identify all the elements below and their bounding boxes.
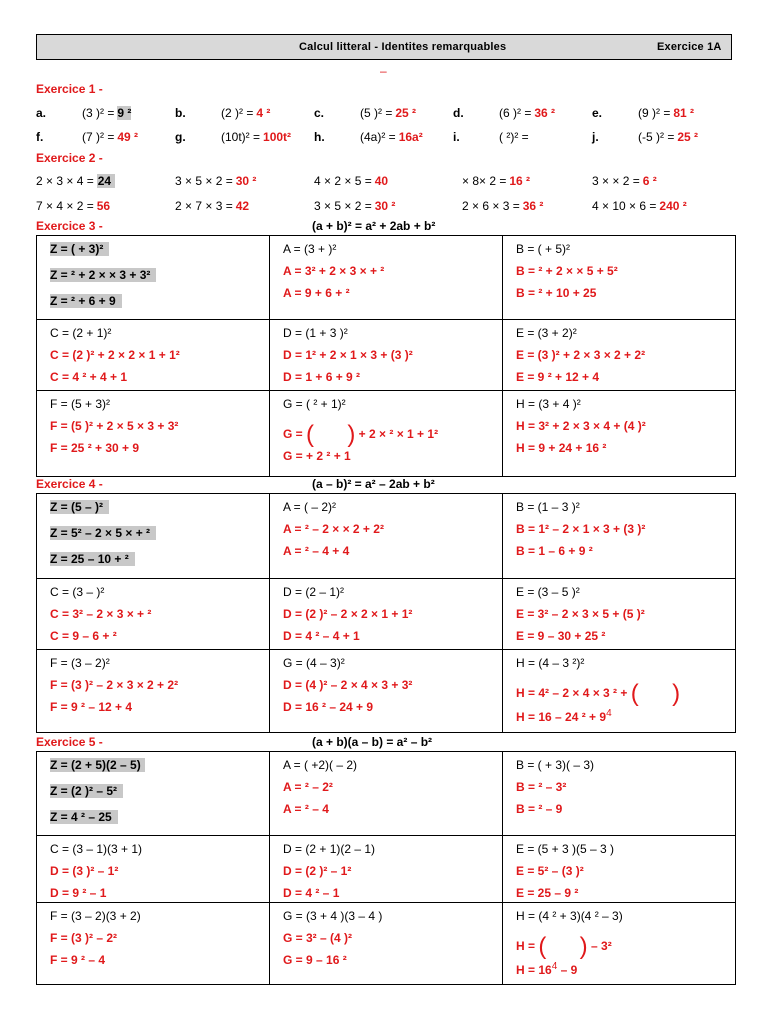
cell-step-2-text: Z = 25 – 10 + ² bbox=[50, 552, 129, 566]
cell-statement: C = (3 – 1)(3 + 1) bbox=[50, 842, 143, 856]
cell-step-2-text: E = 9 ² + 12 + 4 bbox=[516, 370, 600, 384]
ex1-answer: 49 ² bbox=[117, 130, 139, 144]
cell-step-1: B = 1² – 2 × 1 × 3 + (3 )² bbox=[516, 522, 646, 536]
cell-statement: A = ( – 2)² bbox=[283, 500, 337, 514]
cell-step-1: Z = 5² – 2 × 5 × + ² bbox=[50, 526, 156, 540]
ex2-answer: 36 ² bbox=[522, 199, 544, 213]
cell-step-2-text: B = ² – 9 bbox=[516, 802, 563, 816]
cell-step-2 bbox=[283, 700, 373, 714]
ex2-item bbox=[36, 174, 115, 188]
cell-step-1: D = (2 )² – 2 × 2 × 1 + 1² bbox=[283, 607, 413, 621]
cell-step-2-text: D = 4 ² – 1 bbox=[283, 886, 340, 900]
grid-cell bbox=[503, 494, 736, 579]
grid-cell bbox=[37, 320, 270, 391]
ex2-item bbox=[462, 174, 530, 188]
cell-step-2 bbox=[50, 810, 118, 824]
cell-step-2-text: F = 25 ² + 30 + 9 bbox=[50, 441, 140, 455]
page-title: Calcul litteral - Identites remarquables bbox=[299, 41, 507, 53]
ex1-expression bbox=[638, 130, 698, 144]
cell-step-2 bbox=[516, 370, 599, 384]
ex1-expression bbox=[82, 106, 131, 120]
ex1-label: a. bbox=[36, 106, 47, 120]
grid-row bbox=[37, 579, 736, 650]
cell-step-2-text: B = ² + 10 + 25 bbox=[516, 286, 597, 300]
ex1-label: e. bbox=[592, 106, 603, 120]
grid-cell bbox=[270, 391, 503, 477]
ex2-item bbox=[592, 174, 657, 188]
cell-step-1: G = 3² – (4 )² bbox=[283, 931, 353, 945]
exercise-4-formula: (a – b)² = a² – 2ab + b² bbox=[312, 477, 435, 491]
ex1-expression bbox=[499, 106, 555, 120]
grid-cell bbox=[503, 236, 736, 320]
ex2-answer: 240 ² bbox=[659, 199, 687, 213]
cell-step-2 bbox=[50, 441, 139, 455]
grid-cell bbox=[503, 650, 736, 733]
cell-statement: H = (4 – 3 ²)² bbox=[516, 656, 585, 670]
cell-step-2 bbox=[283, 802, 329, 816]
parenthesis-group: ( ) bbox=[538, 933, 588, 960]
cell-step-2 bbox=[50, 370, 127, 384]
cell-step-1: B = ² – 3² bbox=[516, 780, 567, 794]
cell-statement: E = (3 + 2)² bbox=[516, 326, 577, 340]
ex4-table bbox=[36, 493, 736, 733]
cell-step-2-text: E = 9 – 30 + 25 ² bbox=[516, 629, 606, 643]
cell-step-2 bbox=[283, 370, 360, 384]
grid-cell bbox=[503, 579, 736, 650]
grid-row bbox=[37, 903, 736, 985]
cell-statement: B = ( + 5)² bbox=[516, 242, 571, 256]
grid-row bbox=[37, 650, 736, 733]
ex1-answer: 100t² bbox=[263, 130, 292, 144]
ex2-answer: 6 ² bbox=[642, 174, 657, 188]
grid-cell bbox=[37, 650, 270, 733]
parenthesis-group: ( ) bbox=[306, 421, 356, 448]
cell-step-2 bbox=[516, 802, 562, 816]
grid-cell bbox=[503, 391, 736, 477]
cell-step-1: F = (5 )² + 2 × 5 × 3 + 3² bbox=[50, 419, 179, 433]
grid-cell bbox=[503, 836, 736, 903]
ex2-item bbox=[175, 174, 256, 188]
ex1-expr-text: (4a)² = bbox=[360, 130, 396, 144]
cell-step-2 bbox=[516, 708, 612, 724]
cell-statement: G = ( ² + 1)² bbox=[283, 397, 346, 411]
ex1-answer: 4 ² bbox=[256, 106, 271, 120]
cell-step-1: H = 3² + 2 × 3 × 4 + (4 )² bbox=[516, 419, 646, 433]
cell-statement: H = (4 ² + 3)(4 ² – 3) bbox=[516, 909, 623, 923]
ex2-answer: 16 ² bbox=[509, 174, 531, 188]
grid-row bbox=[37, 752, 736, 836]
cell-statement: A = ( +2)( – 2) bbox=[283, 758, 358, 772]
cell-step-2 bbox=[516, 961, 577, 977]
cell-step-1: D = (2 )² – 1² bbox=[283, 864, 352, 878]
ex1-expression bbox=[221, 106, 270, 120]
exercise-5-formula: (a + b)(a – b) = a² – b² bbox=[312, 735, 433, 749]
cell-step-2-text: D = 16 ² – 24 + 9 bbox=[283, 700, 374, 714]
ex2-expr-text: 4 × 10 × 6 = bbox=[592, 199, 657, 213]
cell-step-2 bbox=[283, 629, 360, 643]
grid-cell bbox=[37, 903, 270, 985]
exercise-1-title: Exercice 1 - bbox=[36, 82, 103, 96]
cell-step-2-text: D = 1 + 6 + 9 ² bbox=[283, 370, 361, 384]
ex1-answer: 25 ² bbox=[395, 106, 417, 120]
cell-step-1: D = (3 )² – 1² bbox=[50, 864, 119, 878]
cell-step-2 bbox=[50, 700, 132, 714]
cell-statement: B = (1 – 3 )² bbox=[516, 500, 580, 514]
cell-statement: C = (3 – )² bbox=[50, 585, 105, 599]
ex2-answer: 30 ² bbox=[374, 199, 396, 213]
grid-cell bbox=[270, 650, 503, 733]
cell-step-1: A = ² – 2² bbox=[283, 780, 333, 794]
grid-cell bbox=[37, 752, 270, 836]
grid-cell bbox=[270, 320, 503, 391]
ex1-expr-text: ( ²)² = bbox=[499, 130, 529, 144]
ex1-expression bbox=[360, 130, 423, 144]
grid-cell bbox=[270, 236, 503, 320]
grid-row bbox=[37, 320, 736, 391]
ex1-label: h. bbox=[314, 130, 325, 144]
cell-step-2 bbox=[283, 449, 351, 463]
ex1-expression bbox=[82, 130, 138, 144]
ex1-expr-text: (5 )² = bbox=[360, 106, 393, 120]
cell-step-2-text: G = 9 – 16 ² bbox=[283, 953, 347, 967]
ex3-table bbox=[36, 235, 736, 477]
ex2-expr-text: 3 × 5 × 2 = bbox=[175, 174, 233, 188]
ex1-answer: 25 ² bbox=[677, 130, 699, 144]
cell-statement: G = (4 – 3)² bbox=[283, 656, 345, 670]
exercise-2-title: Exercice 2 - bbox=[36, 151, 103, 165]
cell-step-1: C = 3² – 2 × 3 × + ² bbox=[50, 607, 152, 621]
ex2-expr-text: 2 × 6 × 3 = bbox=[462, 199, 520, 213]
exercise-number: Exercice 1A bbox=[657, 41, 722, 53]
ex2-expr-text: 2 × 3 × 4 = bbox=[36, 174, 94, 188]
grid-cell bbox=[270, 579, 503, 650]
grid-cell bbox=[37, 494, 270, 579]
cell-step-2-text: C = 9 – 6 + ² bbox=[50, 629, 117, 643]
ex1-expr-text: (-5 )² = bbox=[638, 130, 675, 144]
grid-row bbox=[37, 494, 736, 579]
grid-cell bbox=[270, 836, 503, 903]
ex1-expression bbox=[638, 106, 694, 120]
cell-step-2 bbox=[516, 629, 605, 643]
cell-step-2 bbox=[516, 441, 606, 455]
cell-step-1-start: G = bbox=[283, 427, 307, 441]
cell-step-2-text: E = 25 – 9 ² bbox=[516, 886, 579, 900]
cell-step-2-text: A = ² – 4 + 4 bbox=[283, 544, 350, 558]
grid-cell bbox=[37, 391, 270, 477]
ex2-expr-text: 2 × 7 × 3 = bbox=[175, 199, 233, 213]
cell-statement: F = (5 + 3)² bbox=[50, 397, 111, 411]
cell-statement: D = (1 + 3 )² bbox=[283, 326, 348, 340]
cell-step-2-text: H = 9 + 24 + 16 ² bbox=[516, 441, 607, 455]
ex2-answer: 24 bbox=[97, 174, 115, 188]
cell-step-1 bbox=[516, 931, 612, 960]
cell-step-2 bbox=[283, 886, 339, 900]
cell-step-1: F = (3 )² – 2 × 3 × 2 + 2² bbox=[50, 678, 179, 692]
grid-cell bbox=[270, 494, 503, 579]
cell-step-2 bbox=[516, 286, 596, 300]
cell-statement: H = (3 + 4 )² bbox=[516, 397, 581, 411]
cell-step-2-text: A = ² – 4 bbox=[283, 802, 329, 816]
cell-step-1: D = (4 )² – 2 × 4 × 3 + 3² bbox=[283, 678, 413, 692]
cell-statement: D = (2 – 1)² bbox=[283, 585, 345, 599]
grid-cell bbox=[37, 836, 270, 903]
ex1-label: c. bbox=[314, 106, 325, 120]
cell-step-1-start: H = 4² – 2 × 4 × 3 ² + bbox=[516, 686, 631, 700]
cell-step-2-text: B = 1 – 6 + 9 ² bbox=[516, 544, 593, 558]
cell-step-2-text: A = 9 + 6 + ² bbox=[283, 286, 350, 300]
cell-step-2-text: C = 4 ² + 4 + 1 bbox=[50, 370, 128, 384]
ex1-label: f. bbox=[36, 130, 44, 144]
ex1-label: d. bbox=[453, 106, 464, 120]
cell-statement: E = (5 + 3 )(5 – 3 ) bbox=[516, 842, 615, 856]
grid-cell bbox=[503, 752, 736, 836]
exercise-5-title: Exercice 5 - bbox=[36, 735, 103, 749]
ex2-item bbox=[592, 199, 687, 213]
cell-step-2 bbox=[283, 953, 347, 967]
page-header bbox=[36, 34, 732, 60]
cell-step-2-text: H = 16 – 24 ² + 9 bbox=[516, 710, 607, 724]
ex1-expr-text: (10t)² = bbox=[221, 130, 261, 144]
cell-step-1: Z = (2 )² – 5² bbox=[50, 784, 123, 798]
ex1-answer: 36 ² bbox=[534, 106, 556, 120]
grid-row bbox=[37, 236, 736, 320]
ex2-expr-text: 3 × 5 × 2 = bbox=[314, 199, 372, 213]
cell-step-1 bbox=[516, 678, 681, 707]
exercise-4-title: Exercice 4 - bbox=[36, 477, 103, 491]
ex1-expr-text: (3 )² = bbox=[82, 106, 115, 120]
cell-step-1: C = (2 )² + 2 × 2 × 1 + 1² bbox=[50, 348, 180, 362]
ex2-expr-text: 3 × × 2 = bbox=[592, 174, 640, 188]
cell-statement: Z = (5 – )² bbox=[50, 500, 109, 514]
cell-statement: F = (3 – 2)(3 + 2) bbox=[50, 909, 141, 923]
cell-step-2 bbox=[283, 286, 350, 300]
cell-step-1: F = (3 )² – 2² bbox=[50, 931, 118, 945]
parenthesis-group: ( ) bbox=[630, 680, 681, 707]
cell-step-2-text: H = 16 bbox=[516, 963, 552, 977]
ex2-item bbox=[36, 199, 110, 213]
cell-step-1-end: – 3² bbox=[587, 939, 612, 953]
cell-statement: Z = ( + 3)² bbox=[50, 242, 109, 256]
ex2-item bbox=[314, 174, 388, 188]
cell-step-2 bbox=[50, 953, 105, 967]
cell-step-2 bbox=[516, 886, 578, 900]
cell-step-1: E = (3 )² + 2 × 3 × 2 + 2² bbox=[516, 348, 646, 362]
grid-row bbox=[37, 836, 736, 903]
exercise-3-formula: (a + b)² = a² + 2ab + b² bbox=[312, 219, 436, 233]
ex2-expr-text: × 8× 2 = bbox=[462, 174, 507, 188]
ex2-answer: 42 bbox=[235, 199, 250, 213]
ex1-answer: 16a² bbox=[398, 130, 423, 144]
ex1-answer: 81 ² bbox=[673, 106, 695, 120]
ex1-expression bbox=[499, 130, 532, 144]
grid-cell bbox=[270, 752, 503, 836]
cell-step-1: E = 5² – (3 )² bbox=[516, 864, 584, 878]
exercise-3-title: Exercice 3 - bbox=[36, 219, 103, 233]
ex2-item bbox=[314, 199, 395, 213]
cell-statement: C = (2 + 1)² bbox=[50, 326, 112, 340]
cell-statement: A = (3 + )² bbox=[283, 242, 337, 256]
cell-step-2-text: D = 9 ² – 1 bbox=[50, 886, 107, 900]
cell-statement: E = (3 – 5 )² bbox=[516, 585, 580, 599]
cell-step-2 bbox=[50, 629, 117, 643]
ex2-item bbox=[462, 199, 543, 213]
ex1-expression bbox=[221, 130, 291, 144]
grid-row bbox=[37, 391, 736, 477]
cell-step-2-text: F = 9 ² – 4 bbox=[50, 953, 106, 967]
ex2-item bbox=[175, 199, 249, 213]
cell-statement: B = ( + 3)( – 3) bbox=[516, 758, 595, 772]
ex1-expression bbox=[360, 106, 416, 120]
cell-step-1: A = ² – 2 × × 2 + 2² bbox=[283, 522, 384, 536]
cell-step-2-text: F = 9 ² – 12 + 4 bbox=[50, 700, 133, 714]
grid-cell bbox=[503, 903, 736, 985]
cell-statement: D = (2 + 1)(2 – 1) bbox=[283, 842, 376, 856]
grid-cell bbox=[37, 236, 270, 320]
cell-exponent: 4 bbox=[606, 708, 612, 719]
grid-cell bbox=[270, 903, 503, 985]
cell-step-2 bbox=[516, 544, 593, 558]
cell-step-2-text: Z = 4 ² – 25 bbox=[50, 810, 112, 824]
cell-step-2-text: D = 4 ² – 4 + 1 bbox=[283, 629, 360, 643]
ex2-expr-text: 7 × 4 × 2 = bbox=[36, 199, 94, 213]
ex1-label: g. bbox=[175, 130, 186, 144]
cell-step-1: D = 1² + 2 × 1 × 3 + (3 )² bbox=[283, 348, 413, 362]
cell-step-2 bbox=[50, 294, 122, 308]
ex5-table bbox=[36, 751, 736, 985]
cell-step-1: E = 3² – 2 × 3 × 5 + (5 )² bbox=[516, 607, 645, 621]
cell-step-1: A = 3² + 2 × 3 × + ² bbox=[283, 264, 385, 278]
ex2-answer: 56 bbox=[96, 199, 111, 213]
ex1-expr-text: (6 )² = bbox=[499, 106, 532, 120]
cell-statement: F = (3 – 2)² bbox=[50, 656, 110, 670]
cell-step-2-end: – 9 bbox=[557, 963, 578, 977]
cell-step-1: Z = ² + 2 × × 3 + 3² bbox=[50, 268, 156, 282]
cell-exponent: 4 bbox=[551, 961, 558, 972]
cell-step-2-text: G = + 2 ² + 1 bbox=[283, 449, 351, 463]
ex2-answer: 40 bbox=[374, 174, 389, 188]
cell-statement: G = (3 + 4 )(3 – 4 ) bbox=[283, 909, 383, 923]
ex1-label: b. bbox=[175, 106, 186, 120]
cell-step-2-text: Z = ² + 6 + 9 bbox=[50, 294, 116, 308]
ex2-expr-text: 4 × 2 × 5 = bbox=[314, 174, 372, 188]
ex1-answer: 9 ² bbox=[117, 106, 132, 120]
ex1-label: j. bbox=[592, 130, 599, 144]
cell-step-1 bbox=[283, 419, 439, 448]
cell-step-1: B = ² + 2 × × 5 + 5² bbox=[516, 264, 618, 278]
ex2-answer: 30 ² bbox=[235, 174, 257, 188]
cell-step-1-start: H = bbox=[516, 939, 539, 953]
grid-cell bbox=[503, 320, 736, 391]
cell-step-2 bbox=[283, 544, 349, 558]
cell-step-2 bbox=[50, 552, 135, 566]
cell-step-2 bbox=[50, 886, 106, 900]
cell-step-1-end: + 2 × ² × 1 + 1² bbox=[355, 427, 439, 441]
ex1-expr-text: (7 )² = bbox=[82, 130, 115, 144]
ex1-label: i. bbox=[453, 130, 460, 144]
ex1-expr-text: (2 )² = bbox=[221, 106, 254, 120]
ex1-expr-text: (9 )² = bbox=[638, 106, 671, 120]
cell-statement: Z = (2 + 5)(2 – 5) bbox=[50, 758, 145, 772]
grid-cell bbox=[37, 579, 270, 650]
red-mark: – bbox=[380, 64, 387, 78]
